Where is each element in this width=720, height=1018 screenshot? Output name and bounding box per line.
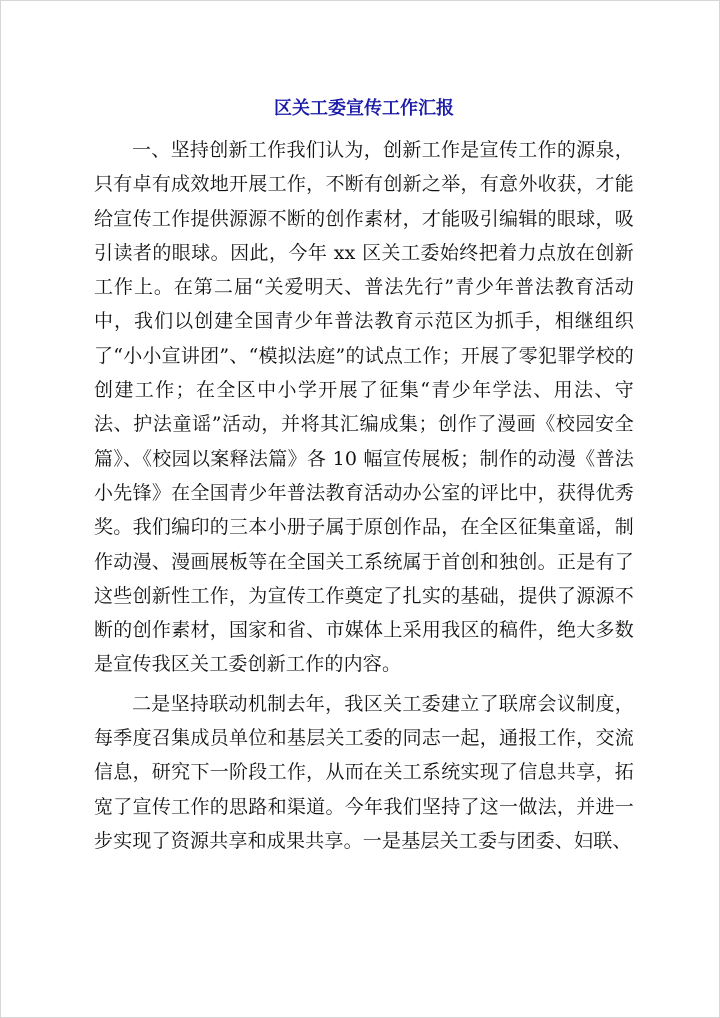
- document-title: 区关工委宣传工作汇报: [274, 98, 454, 119]
- paragraph-linkage: 二是坚持联动机制去年，我区关工委建立了联席会议制度，每季度召集成员单位和基层关工委的同志一起，通报工作，交流信息，研究下一阶段工作，从而在关工系统实现了信息共享，拓宽了宣传工作的思路和渠道。今年我们坚持了这一做法，并进一步实现了资源共享和成果共享。一是基层关工委与团委、妇联、: [94, 692, 634, 852]
- document-body: [94, 96, 634, 858]
- paragraph-innovation: 一、坚持创新工作我们认为，创新工作是宣传工作的源泉，只有卓有成效地开展工作，不断有创新之举，有意外收获，才能给宣传工作提供源源不断的创作素材，才能吸引编辑的眼球，吸引读者的眼球。因此，今年 xx 区关工委始终把着力点放在创新工作上。在第二届“关爱明天、普法先行”青少年普法教育活动中，我们以创建全国青少年普法教育示范区为抓手，相继组织了“小小宣讲团”、“模拟法庭”的试点工作；开展了零犯罪学校的创建工作；在全区中小学开展了征集“青少年学法、用法、守法、护法童谣”活动，并将其汇编成集；创作了漫画《校园安全篇》、《校园以案释法篇》各 10 幅宣传展板；制作的动漫《普法小先锋》在全国青少年普法教育活动办公室的评比中，获得优秀奖。我们编印的三本小册子属于原创作品，在全区征集童谣，制作动漫、漫画展板等在全国关工系统属于首创和独创。正是有了这些创新性工作，为宣传工作奠定了扎实的基础，提供了源源不断的创作素材，国家和省、市媒体上采用我区的稿件，绝大多数是宣传我区关工委创新工作的内容。: [94, 139, 634, 676]
